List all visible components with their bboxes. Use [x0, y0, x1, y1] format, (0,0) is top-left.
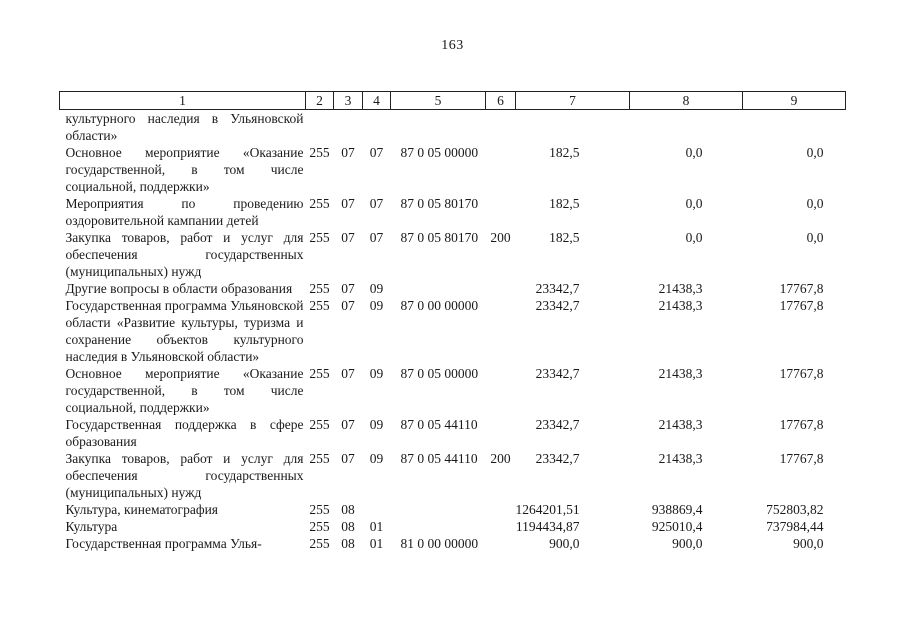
- row-subsection-code: 09: [369, 451, 384, 466]
- row-expense-type: [486, 416, 516, 450]
- row-name: Государственная программа Улья-: [65, 536, 262, 551]
- row-target-code: [391, 280, 486, 297]
- table-row: [60, 416, 846, 450]
- row-name: Основное мероприятие «Оказание государственной, в том числе социальной, поддержки»: [65, 366, 304, 415]
- row-value-1: 23342,7: [535, 417, 580, 432]
- row-name: Закупка товаров, работ и услуг для обеспечения государственных (муниципальных) нужд: [65, 230, 304, 279]
- row-section-code: 07: [341, 298, 355, 313]
- row-target-code: 87 0 05 00000: [400, 366, 479, 381]
- row-value-1: 23342,7: [535, 298, 580, 313]
- header-cell-2: 2: [306, 92, 334, 110]
- row-value-1: 182,5: [549, 230, 580, 245]
- header-row: [60, 92, 846, 110]
- row-expense-type: [486, 501, 516, 518]
- row-expense-type: [486, 280, 516, 297]
- table-row: [60, 297, 846, 365]
- row-value-3: 17767,8: [779, 298, 824, 313]
- row-value-3: [743, 110, 846, 145]
- row-section-code: 07: [341, 417, 355, 432]
- header-cell-5: 5: [391, 92, 486, 110]
- row-section-code: 07: [341, 366, 355, 381]
- table-row: [60, 144, 846, 195]
- row-subsection-code: 09: [369, 366, 384, 381]
- page-number: 163: [441, 38, 464, 53]
- row-value-1: 23342,7: [535, 281, 580, 296]
- row-gr-code: 255: [309, 519, 330, 534]
- header-cell-1: 1: [60, 92, 306, 110]
- row-name: Другие вопросы в области образования: [65, 281, 293, 296]
- row-subsection-code: 07: [369, 196, 384, 211]
- header-cell-7: 7: [516, 92, 630, 110]
- row-value-2: 21438,3: [658, 366, 703, 381]
- table-row: [60, 535, 846, 552]
- row-expense-type: [486, 365, 516, 416]
- row-value-2: 925010,4: [651, 519, 703, 534]
- row-value-2: 21438,3: [658, 417, 703, 432]
- row-value-2: 21438,3: [658, 298, 703, 313]
- row-section-code: 08: [341, 502, 355, 517]
- row-gr-code: 255: [309, 366, 330, 381]
- row-name: Государственная программа Ульяновской области «Развитие культуры, туризма и сохранение объектов культурного наследия в Ульяновской области»: [65, 298, 304, 364]
- row-subsection-code: 09: [369, 281, 384, 296]
- row-value-1: 23342,7: [535, 366, 580, 381]
- row-target-code: 87 0 05 44110: [400, 451, 478, 466]
- row-value-1: 182,5: [549, 196, 580, 211]
- row-expense-type: [486, 110, 516, 145]
- row-value-2: 0,0: [685, 145, 703, 160]
- table-row: [60, 195, 846, 229]
- row-subsection-code: 01: [369, 536, 384, 551]
- row-name: Мероприятия по проведению оздоровительной кампании детей: [65, 196, 304, 228]
- row-target-code: 87 0 05 80170: [400, 196, 479, 211]
- row-value-3: 0,0: [806, 230, 824, 245]
- row-section-code: 07: [341, 451, 355, 466]
- budget-table: [59, 91, 846, 552]
- row-expense-type: [486, 144, 516, 195]
- header-cell-3: 3: [334, 92, 363, 110]
- header-cell-6: 6: [486, 92, 516, 110]
- row-section-code: 07: [341, 145, 355, 160]
- row-value-3: 17767,8: [779, 451, 824, 466]
- row-target-code: 81 0 00 00000: [400, 536, 479, 551]
- row-subsection-code: 09: [369, 417, 384, 432]
- row-subsection-code: 07: [369, 145, 384, 160]
- row-section-code: 08: [341, 536, 355, 551]
- row-target-code: 87 0 05 00000: [400, 145, 479, 160]
- row-name: Культура, кинематография: [65, 502, 219, 517]
- row-expense-type: [486, 518, 516, 535]
- table-row: [60, 501, 846, 518]
- table-row: [60, 110, 846, 145]
- row-name: Основное мероприятие «Оказание государственной, в том числе социальной, поддержки»: [65, 145, 304, 194]
- row-value-1: 900,0: [549, 536, 580, 551]
- row-name: Закупка товаров, работ и услуг для обеспечения государственных (муниципальных) нужд: [65, 451, 304, 500]
- row-value-3: 17767,8: [779, 417, 824, 432]
- table-row: [60, 280, 846, 297]
- row-expense-type: 200: [490, 451, 511, 466]
- row-target-code: [391, 518, 486, 535]
- row-subsection-code: 01: [369, 519, 384, 534]
- row-target-code: 87 0 00 00000: [400, 298, 479, 313]
- row-gr-code: 255: [309, 230, 330, 245]
- row-gr-code: 255: [309, 281, 330, 296]
- row-section-code: 07: [341, 196, 355, 211]
- row-value-1: 1194434,87: [515, 519, 580, 534]
- header-cell-9: 9: [743, 92, 846, 110]
- row-expense-type: [486, 195, 516, 229]
- row-target-code: 87 0 05 44110: [400, 417, 478, 432]
- row-value-3: 17767,8: [779, 281, 824, 296]
- table-row: [60, 229, 846, 280]
- row-value-3: 17767,8: [779, 366, 824, 381]
- row-subsection-code: [363, 110, 391, 145]
- header-cell-4: 4: [363, 92, 391, 110]
- row-section-code: 08: [341, 519, 355, 534]
- row-value-3: 0,0: [806, 196, 824, 211]
- row-value-1: 23342,7: [535, 451, 580, 466]
- table-body: [60, 110, 846, 553]
- header-cell-8: 8: [630, 92, 743, 110]
- row-value-2: 938869,4: [651, 502, 703, 517]
- row-value-2: 900,0: [672, 536, 703, 551]
- row-value-3: 752803,82: [766, 502, 824, 517]
- row-expense-type: [486, 297, 516, 365]
- row-gr-code: 255: [309, 145, 330, 160]
- row-section-code: [334, 110, 363, 145]
- row-gr-code: 255: [309, 451, 330, 466]
- table-row: [60, 450, 846, 501]
- row-value-2: 0,0: [685, 196, 703, 211]
- row-gr-code: 255: [309, 502, 330, 517]
- row-value-3: 737984,44: [766, 519, 824, 534]
- row-subsection-code: [363, 501, 391, 518]
- row-name: Государственная поддержка в сфере образования: [65, 417, 304, 449]
- row-value-2: 0,0: [685, 230, 703, 245]
- row-target-code: 87 0 05 80170: [400, 230, 479, 245]
- row-section-code: 07: [341, 230, 355, 245]
- row-value-2: [630, 110, 743, 145]
- row-gr-code: [306, 110, 334, 145]
- row-section-code: 07: [341, 281, 355, 296]
- table-header: [60, 92, 846, 110]
- table-row: [60, 365, 846, 416]
- row-value-3: 0,0: [806, 145, 824, 160]
- row-gr-code: 255: [309, 196, 330, 211]
- row-gr-code: 255: [309, 298, 330, 313]
- row-subsection-code: 09: [369, 298, 384, 313]
- row-value-2: 21438,3: [658, 451, 703, 466]
- row-subsection-code: 07: [369, 230, 384, 245]
- row-target-code: [391, 110, 486, 145]
- row-expense-type: [486, 535, 516, 552]
- row-target-code: [391, 501, 486, 518]
- row-gr-code: 255: [309, 417, 330, 432]
- table-row: [60, 518, 846, 535]
- row-value-2: 21438,3: [658, 281, 703, 296]
- row-value-1: [516, 110, 630, 145]
- row-expense-type: 200: [490, 230, 511, 245]
- row-value-3: 900,0: [793, 536, 824, 551]
- row-name: культурного наследия в Ульяновской области»: [65, 111, 304, 143]
- row-value-1: 182,5: [549, 145, 580, 160]
- row-value-1: 1264201,51: [515, 502, 580, 517]
- row-gr-code: 255: [309, 536, 330, 551]
- row-name: Культура: [65, 519, 118, 534]
